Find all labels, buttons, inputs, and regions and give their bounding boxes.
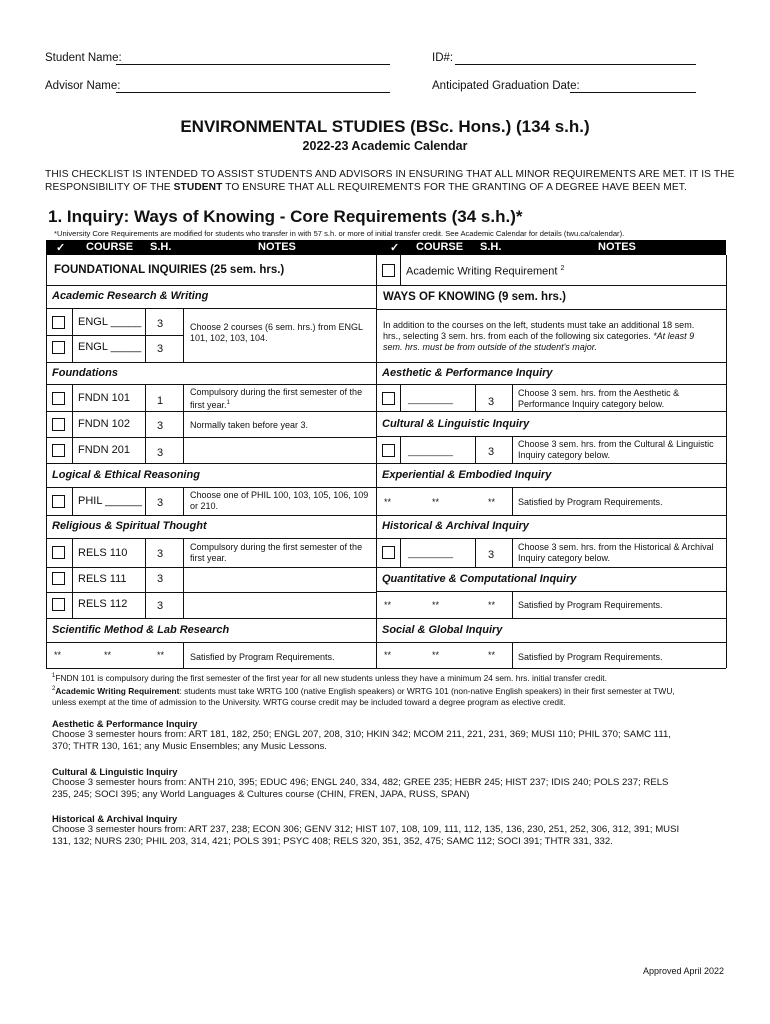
divider [400,538,401,567]
experiential-course: ** [432,497,440,507]
graduation-date-field[interactable] [570,80,696,93]
logical-heading: Logical & Ethical Reasoning [52,469,200,481]
scientific-heading: Scientific Method & Lab Research [52,624,230,636]
student-name-field[interactable] [116,52,390,65]
divider [46,515,376,516]
footnote-2 [52,684,732,697]
check-header-right: ✓ [390,242,400,254]
section-title: 1. Inquiry: Ways of Knowing - Core Requirements (34 s.h.)* [48,207,523,226]
divider [376,384,726,385]
table-border-left [46,255,47,668]
awr-sup: 2 [560,265,565,272]
experiential-sh: ** [488,497,496,507]
footnote-2-text: : students must take WRTG 100 (native English speakers) or WRTG 101 (non-native English speakers) in their first semester at TWU, [179,685,675,696]
intro-line-1: THIS CHECKLIST IS INTENDED TO ASSIST STUDENTS AND ADVISORS IN ENSURING THAT ALL MINOR REQUIREMENTS ARE MET. IT IS THE [45,169,735,180]
divider [46,463,376,464]
graduation-date-label: Anticipated Graduation Date: [432,80,580,92]
divider [72,487,73,515]
academic-research-heading: Academic Research & Writing [52,290,209,302]
divider [183,487,184,515]
sci-course: ** [104,650,112,660]
intro-line-2 [45,181,735,194]
quantitative-heading: Quantitative & Computational Inquiry [382,573,577,585]
divider [400,384,401,411]
course-header-right: COURSE [416,241,464,253]
notes-header-right: NOTES [598,241,636,253]
fndn-102-note: Normally taken before year 3. [190,420,309,430]
intro-line-2-pre: RESPONSIBILITY OF THE [45,182,174,193]
divider [46,567,376,568]
awr-label [406,265,564,278]
divider [183,384,184,463]
social-check: ** [384,650,392,660]
divider [512,538,513,567]
social-heading: Social & Global Inquiry [382,624,503,636]
aesthetic-note: Choose 3 sem. hrs. from the Aesthetic & Performance Inquiry category below. [518,388,680,409]
list-cultural-title: Cultural & Linguistic Inquiry [52,766,178,777]
cultural-note: Choose 3 sem. hrs. from the Cultural & Linguistic Inquiry category below. [518,439,714,460]
divider [376,436,726,437]
divider [376,487,726,488]
rels-112-sh: 3 [157,600,164,612]
wok-note-line-2-text: hrs., selecting 3 sem. hrs. from each of the following six categories. [383,331,651,341]
list-cultural-line-1: Choose 3 semester hours from: ANTH 210, 395; EDUC 496; ENGL 240, 334, 482; GREE 235; HEBR 245; HIST 237; IDIS 240; POLS 237; RELS [52,777,669,788]
sci-note: Satisfied by Program Requirements. [190,652,335,662]
quantitative-sh: ** [488,600,496,610]
intro-line-2-bold: STUDENT [173,182,223,193]
historical-note: Choose 3 sem. hrs. from the Historical & Archival Inquiry category below. [518,542,714,563]
sci-check: ** [54,650,62,660]
intro-text [45,168,735,194]
divider [46,411,376,412]
rels-110-sh: 3 [157,548,164,560]
footnote-1-sup: 1 [52,673,56,679]
list-aesthetic-line-2: 370; THTR 130, 161; any Music Ensembles; any Music Lessons. [52,741,327,752]
divider [376,538,726,539]
rels-111-checkbox[interactable] [52,572,65,585]
historical-checkbox[interactable] [382,546,395,559]
page-title: ENVIRONMENTAL STUDIES (BSc. Hons.) (134 s.h.) [180,117,590,136]
fndn-101-note-sup: 1 [226,400,230,406]
divider [512,436,513,463]
fndn-101-sh: 1 [157,395,164,407]
table-header [46,240,726,255]
divider [376,642,726,643]
approved-date: Approved April 2022 [643,966,725,976]
wok-note-line-2-italic: *At least 9 [650,331,695,341]
id-field[interactable] [455,52,696,65]
divider [512,642,513,668]
engl-1-sh: 3 [157,318,164,330]
divider [376,567,726,568]
experiential-heading: Experiential & Embodied Inquiry [382,469,552,481]
divider [46,384,376,385]
phil-sh: 3 [157,497,164,509]
cultural-heading: Cultural & Linguistic Inquiry [382,418,530,430]
list-aesthetic-title: Aesthetic & Performance Inquiry [52,718,198,729]
course-header-left: COURSE [86,241,134,253]
rels-111-course: RELS 111 [78,573,127,585]
wok-note-line-1: In addition to the courses on the left, students must take an additional 18 sem. [383,320,695,330]
divider [72,538,73,618]
fndn-201-checkbox[interactable] [52,444,65,457]
engl-note: Choose 2 courses (6 sem. hrs.) from ENGL 101, 102, 103, 104. [190,322,363,343]
cultural-checkbox[interactable] [382,444,395,457]
cultural-course-blank[interactable]: _________ [408,446,454,456]
aesthetic-sh: 3 [488,396,495,408]
religious-heading: Religious & Spiritual Thought [52,520,207,532]
experiential-check: ** [384,497,392,507]
id-label: ID#: [432,52,454,64]
list-historical-title: Historical & Archival Inquiry [52,813,178,824]
divider [46,437,376,438]
aesthetic-heading: Aesthetic & Performance Inquiry [382,367,553,379]
page-subtitle: 2022-23 Academic Calendar [302,139,468,153]
historical-heading: Historical & Archival Inquiry [382,520,529,532]
rels-110-checkbox[interactable] [52,546,65,559]
wok-heading: WAYS OF KNOWING (9 sem. hrs.) [383,291,566,303]
divider [46,618,376,619]
cultural-sh: 3 [488,446,495,458]
notes-header-left: NOTES [258,241,296,253]
fndn-201-course: FNDN 201 [78,444,130,456]
list-aesthetic-line-1: Choose 3 semester hours from: ART 181, 182, 250; ENGL 207, 208, 310; HKIN 342; MCOM 211, 221, 231, 369; MUSI 110; PHIL 370; SAMC 111, [52,729,671,740]
aesthetic-course-blank[interactable]: _________ [408,394,454,404]
divider [376,515,726,516]
engl-2-sh: 3 [157,343,164,355]
social-course: ** [432,650,440,660]
divider [376,309,726,310]
divider [46,592,376,593]
list-historical-line-1: Choose 3 semester hours from: ART 237, 238; ECON 306; GENV 312; HIST 107, 108, 109, 111, 112, 135, 136, 230, 251, 252, 306, 312, 391; MUSI [52,824,680,835]
divider [46,335,183,336]
sci-sh: ** [157,650,165,660]
divider [376,362,726,363]
wok-note-line-2 [383,331,723,342]
rels-110-course: RELS 110 [78,547,128,559]
student-name-label: Student Name: [45,52,122,64]
quantitative-course: ** [432,600,440,610]
quantitative-note: Satisfied by Program Requirements. [518,600,663,610]
divider [376,591,726,592]
footnote-2-sup: 2 [52,685,56,692]
engl-2-checkbox[interactable] [52,341,65,354]
fndn-101-note [190,387,374,411]
footnote-2-bold: Academic Writing Requirement [55,685,180,696]
rels-110-note: Compulsory during the first semester of the first year. [190,542,363,563]
list-cultural-line-2: 235, 245; SOCI 395; any World Languages & Cultures course (CHIN, FREN, JAPA, RUSS, SPAN) [52,789,470,800]
divider [376,618,726,619]
divider [46,285,376,286]
divider [376,285,726,286]
wok-note-line-3: sem. hrs. must be from outside of the student's major. [383,342,597,352]
quantitative-check: ** [384,600,392,610]
awr-label-text: Academic Writing Requirement [406,265,558,278]
list-aesthetic [52,718,742,753]
divider [400,436,401,463]
phil-note: Choose one of PHIL 100, 103, 105, 106, 109 or 210. [190,490,369,511]
social-note: Satisfied by Program Requirements. [518,652,663,662]
divider [46,487,376,488]
divider [400,255,401,285]
divider [145,487,146,515]
table-center-divider [376,255,377,668]
list-cultural [52,766,742,801]
divider [512,591,513,618]
check-header: ✓ [56,242,66,254]
divider [376,411,726,412]
divider [183,642,184,668]
rels-111-sh: 3 [157,573,164,585]
wok-note [383,320,723,353]
divider [46,362,376,363]
engl-1-course: ENGL _____ [78,316,142,328]
footnote-1 [52,671,732,684]
fndn-101-note-text: Compulsory during the first semester of the first year. [190,387,363,410]
sh-header-right: S.H. [480,241,502,253]
historical-sh: 3 [488,549,495,561]
divider [475,384,476,411]
footnote-2-line-2: unless exempt at the time of admission to the University. WRTG course credit may be included toward a degree program as elective credit. [52,696,566,707]
phil-checkbox[interactable] [52,495,65,508]
divider [512,487,513,515]
divider [475,436,476,463]
foundational-heading: FOUNDATIONAL INQUIRIES (25 sem. hrs.) [54,264,285,276]
divider [512,384,513,411]
divider [376,463,726,464]
rels-112-checkbox[interactable] [52,598,65,611]
divider [145,384,146,463]
experiential-note: Satisfied by Program Requirements. [518,497,663,507]
fndn-102-sh: 3 [157,420,164,432]
fndn-102-checkbox[interactable] [52,418,65,431]
divider [475,538,476,567]
sh-header-left: S.H. [150,241,172,253]
engl-2-course: ENGL _____ [78,341,142,353]
fndn-101-checkbox[interactable] [52,392,65,405]
divider [183,538,184,618]
divider [72,384,73,463]
section-note: *University Core Requirements are modified for students who transfer in with 57 s.h. or more of initial transfer credit. See Academic Calendar for details (twu.ca/calendar). [54,229,625,238]
historical-course-blank[interactable]: _________ [408,548,454,558]
footnotes [52,671,732,708]
fndn-101-course: FNDN 101 [78,392,130,404]
list-historical [52,813,742,848]
divider [46,538,376,539]
advisor-name-label: Advisor Name: [45,80,121,92]
aesthetic-checkbox[interactable] [382,392,395,405]
fndn-102-course: FNDN 102 [78,418,130,430]
fndn-201-sh: 3 [157,447,164,459]
table-border-bottom [46,668,726,669]
divider [145,538,146,618]
awr-checkbox[interactable] [382,264,395,277]
table-border-right [726,255,727,668]
divider [46,642,376,643]
engl-1-checkbox[interactable] [52,316,65,329]
divider [183,308,184,362]
social-sh: ** [488,650,496,660]
rels-112-course: RELS 112 [78,598,128,610]
advisor-name-field[interactable] [116,80,390,93]
divider [46,308,376,309]
phil-course: PHIL ______ [78,495,142,507]
footnote-1-text: FNDN 101 is compulsory during the first semester of the first year for all new students unless they have a minimum 24 sem. hrs. initial transfer credit. [55,672,607,683]
list-historical-line-2: 131, 132; NURS 230; PHIL 203, 314, 421; POLS 391; PSYC 408; RELS 320, 351, 352, 475; SAMC 112; SOCI 391; THTR 331, 332. [52,836,613,847]
intro-line-2-post: TO ENSURE THAT ALL REQUIREMENTS FOR THE GRANTING OF A DEGREE HAVE BEEN MET. [222,182,687,193]
foundations-heading: Foundations [52,367,118,379]
